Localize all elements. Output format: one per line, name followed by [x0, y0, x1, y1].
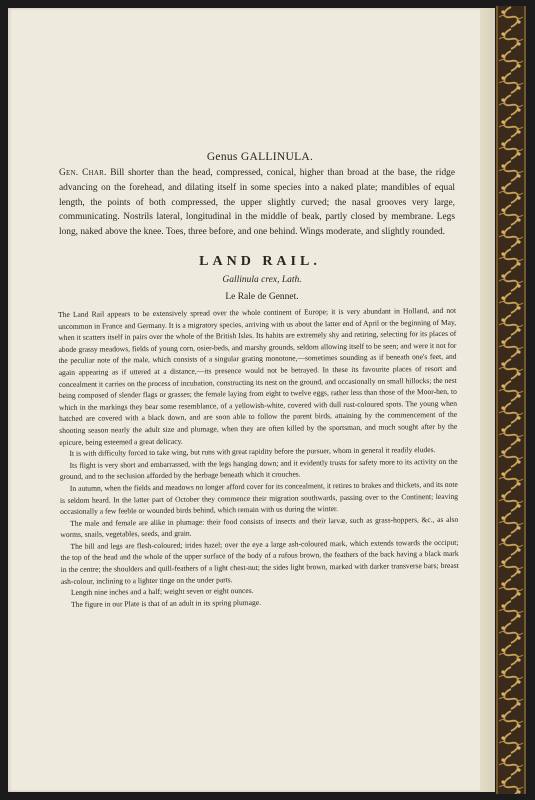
species-title: LAND RAIL.	[199, 254, 321, 269]
species-description	[58, 305, 459, 611]
description-paragraph-7: Length nine inches and a half; weight seven or eight ounces.	[70, 586, 254, 598]
page-gutter	[480, 8, 495, 792]
generic-character-paragraph	[59, 166, 455, 240]
description-paragraph-8: The figure in our Plate is that of an adult in its spring plumage.	[71, 597, 262, 609]
gilt-ornament-pattern	[496, 6, 526, 794]
description-paragraph-2: It is with difficulty forced to take wing, but runs with great rapidity before the pursuer, whom in general it readily eludes.	[69, 445, 436, 459]
genus-heading: Genus GALLINULA.	[206, 151, 314, 163]
description-paragraph-4: In autumn, when the fields and meadows no longer afford cover for its concealment, it retires to brakes and thickets, and its note is seldom heard. In the latter part of October they commence their migration southwards, passing over to the Continent; leaving occasionally a few feeble or wounded birds behind, which remain with us during the winter.	[59, 479, 459, 517]
description-paragraph-1: The Land Rail appears to be extensively spread over the whole continent of Europe; it is very abundant in Holland, and not uncommon in France and Germany. It is a migratory species, arriving with us about the latter end of April or the beginning of May, when it scatters itself in pairs over the whole of the British Isles. Its habits are extremely shy and retiring, selecting for its places of abode grassy meadows, fields of young corn, osier-beds, and marshy grounds, seldom allowing itself to be seen; and were it not for the peculiar note of the male, which consists of a singular grating monotone,—sometimes sounding as if beneath one's feet, and again appearing as if uttered at a distance,—its presence would not be betrayed. In these its favourite places of resort and concealment it carries on the process of incubation, constructing its nest on the ground, and occasionally on small hillocks; the nest being composed of slender flags or grasses; the female laying from eight to twelve eggs, rather less than those of the Moor-hen, to which in the markings they bear some resemblance, of a yellowish-white, covered with dull rust-coloured spots. The young when hatched are covered with a black down, and are soon able to follow the parent birds, attaining by the commencement of the shooting season nearly the adult size and plumage, when they are often killed by the sportsman, and much sought after by the epicure, being esteemed a great delicacy.	[58, 305, 458, 447]
description-paragraph-6: The bill and legs are flesh-coloured; irides hazel; over the eye a large ash-coloured mark, which extends towards the occiput; the top of the head and the whole of the upper surface of the body of a rufous brown, the feathers of the back having a black mark in the centre; the shoulders and quill-feathers of a light chest-nut; the sides light brown, marked with darker transverse bars; breast ash-colour, inclining to a lighter tinge on the under parts.	[60, 537, 459, 586]
latin-name: Gallinula crex, Lath.	[222, 275, 302, 285]
description-paragraph-5: The male and female are alike in plumage: their food consists of insects and their larvæ, such as grass-hoppers, &c., as also worms, snails, vegetables, seeds, and grain.	[60, 514, 459, 540]
french-name: Le Rale de Gennet.	[225, 292, 299, 302]
generic-character-text: Bill shorter than the head, compressed, conical, higher than broad at the base, the ridge advancing on the forehead, and dilating itself in some species into a naked plate; mandibles of equal length, the points of both compressed, the upper slightly curved; the nasal grooves very large, communicating. Nostrils lateral, longitudinal in the middle of beak, partly closed by membrane. Legs long, naked above the knee. Toes, three before, and one behind. Wings moderate, and slightly rounded.	[59, 168, 456, 238]
decorative-gilt-border	[496, 6, 526, 794]
description-paragraph-3: Its flight is very short and embarrassed, with the legs hanging down; and it evidently trusts for safety more to its activity on the ground, and to the seclusion afforded by the herbage beneath which it crouches.	[59, 456, 458, 482]
generic-character-lead: Gen. Char.	[59, 168, 107, 178]
